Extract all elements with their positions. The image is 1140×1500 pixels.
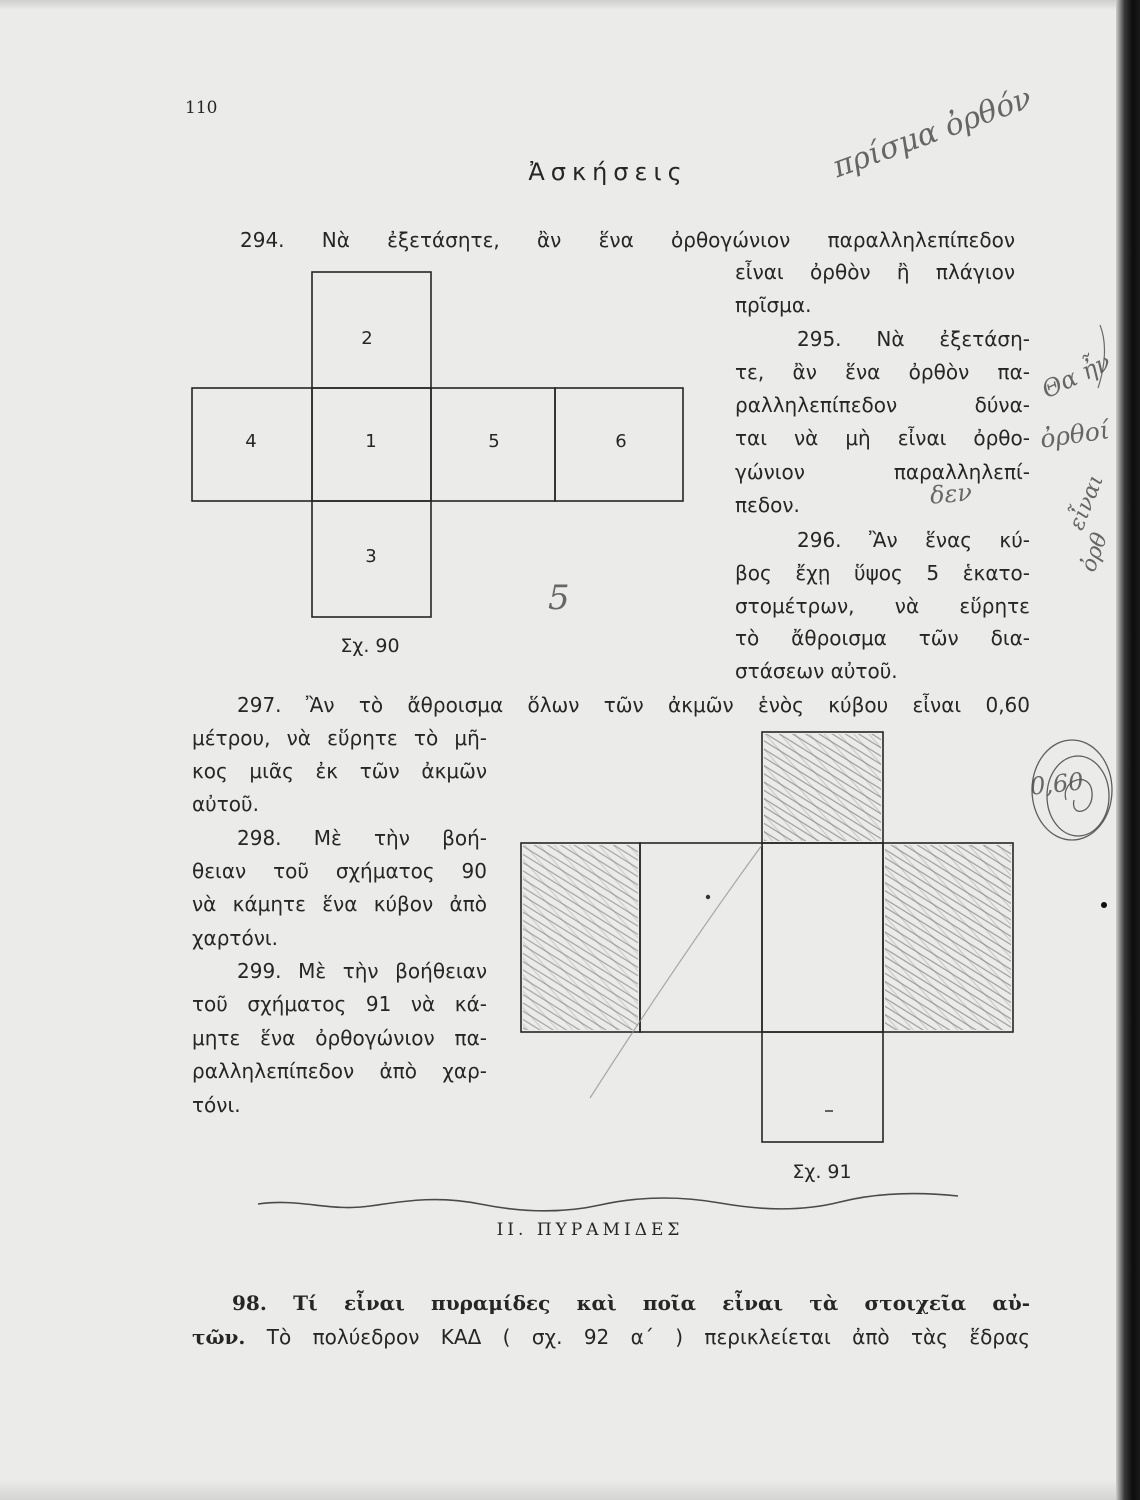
exercise-299-line: τόνι. [192,1093,241,1117]
figure-91-hatching [523,734,1011,1030]
face-label-6: 6 [615,431,627,452]
face-label-3: 3 [365,546,377,567]
ink-dot [1101,902,1107,908]
paragraph-98-line [192,1324,1030,1350]
pencil-shading [885,845,1011,1030]
face-label-4: 4 [245,431,257,452]
exercise-295-line: γώνιον παραλληλεπί- [735,460,1030,484]
exercise-296-line: στομέτρων, νὰ εὕρητε [735,594,1030,618]
exercise-296-line: στάσεων αὐτοῦ. [735,659,898,683]
figure-90-caption: Σχ. 90 [340,635,400,657]
exercise-297-line: κος μιᾶς ἐκ τῶν ἀκμῶν [192,759,487,783]
exercise-296-line: βος ἔχῃ ὕψος 5 ἑκατο- [735,561,1030,585]
page-bottom-edge [0,1480,1140,1500]
pencil-shading [764,734,881,841]
exercise-299-line: τοῦ σχήματος 91 νὰ κά- [192,992,487,1016]
exercise-295-line: 295. Νὰ ἐξετάση- [797,327,1030,351]
box-face-front [640,843,762,1032]
exercise-298-line: 298. Μὲ τὴν βοή- [237,826,487,850]
exercise-295-line: ται νὰ μὴ εἶναι ὀρθο- [735,426,1030,450]
handwritten-note: ὀρθοί [1038,415,1112,454]
exercise-295-line: τε, ἂν ἕνα ὀρθὸν πα- [735,360,1030,384]
face-label-2: 2 [361,328,373,349]
paragraph-98-title-end: τῶν. [192,1325,246,1349]
figure-91-caption: Σχ. 91 [792,1161,852,1183]
section-heading: II. ΠΥΡΑΜΙΔΕΣ [496,1220,684,1240]
pencil-wavy-line [258,1194,958,1211]
exercise-299-line: ραλληλεπίπεδον ἀπὸ χαρ- [192,1059,487,1083]
handwritten-note: εἶναι [1064,471,1109,534]
page-right-edge-shadow [1116,0,1140,1500]
page-number: 110 [185,98,218,118]
exercise-298-line: χαρτόνι. [192,926,279,950]
exercise-295-line: πεδον. [735,493,800,517]
handwritten-note: 5 [548,578,570,618]
face-label-5: 5 [488,431,500,452]
figure-90-face-labels [245,328,626,567]
exercise-297-line: μέτρου, νὰ εὕρητε τὸ μῆ- [192,726,487,750]
handwritten-note: Θα ἦν [1037,347,1116,405]
ink-speck [706,895,710,899]
handwritten-note: πρίσμα ὀρθόν [828,80,1037,185]
exercise-297-line: αὐτοῦ. [192,792,259,816]
paragraph-98-title: 98. Τί εἶναι πυραμίδες καὶ ποῖα εἶναι τὰ στοιχεῖα αὐ- [232,1291,1030,1315]
exercise-296-line: τὸ ἄθροισμα τῶν δια- [735,626,1030,650]
pencil-shading [523,845,638,1030]
exercise-297-line: 297. Ἂν τὸ ἄθροισμα ὅλων τῶν ἀκμῶν ἑνὸς κύβου εἶναι 0,60 [237,693,1030,717]
exercise-294-line: εἶναι ὀρθὸν ἢ πλάγιον [735,260,1015,284]
figure-90-cube-net [192,272,683,617]
box-face-back [762,1032,883,1142]
exercise-298-line: νὰ κάμητε ἕνα κύβον ἀπὸ [192,892,487,916]
face-label-1: 1 [365,431,377,452]
exercise-296-line: 296. Ἂν ἕνας κύ- [797,528,1030,552]
handwritten-note: ὀρθ [1076,529,1114,576]
paragraph-98-text: Τὸ πολύεδρον ΚΑΔ ( σχ. 92 α΄ ) περικλείεται ἀπὸ τὰς ἕδρας [266,1325,1030,1349]
exercise-298-line: θειαν τοῦ σχήματος 90 [192,859,487,883]
page-title: Ἀσκήσεις [528,158,688,186]
exercise-299-line: 299. Μὲ τὴν βοήθειαν [237,959,487,983]
exercise-299-line: μητε ἕνα ὀρθογώνιον πα- [192,1026,487,1050]
exercise-294-line: 294. Νὰ ἐξετάσητε, ἂν ἕνα ὀρθογώνιον παραλληλεπίπεδον [240,228,1015,252]
exercise-295-line: ραλληλεπίπεδον δύνα- [735,393,1030,417]
handwritten-value: 0,60 [1028,767,1085,801]
exercise-294-line: πρῖσμα. [735,293,812,317]
box-face-bottom [762,843,883,1032]
handwritten-note: δεν [928,478,974,510]
